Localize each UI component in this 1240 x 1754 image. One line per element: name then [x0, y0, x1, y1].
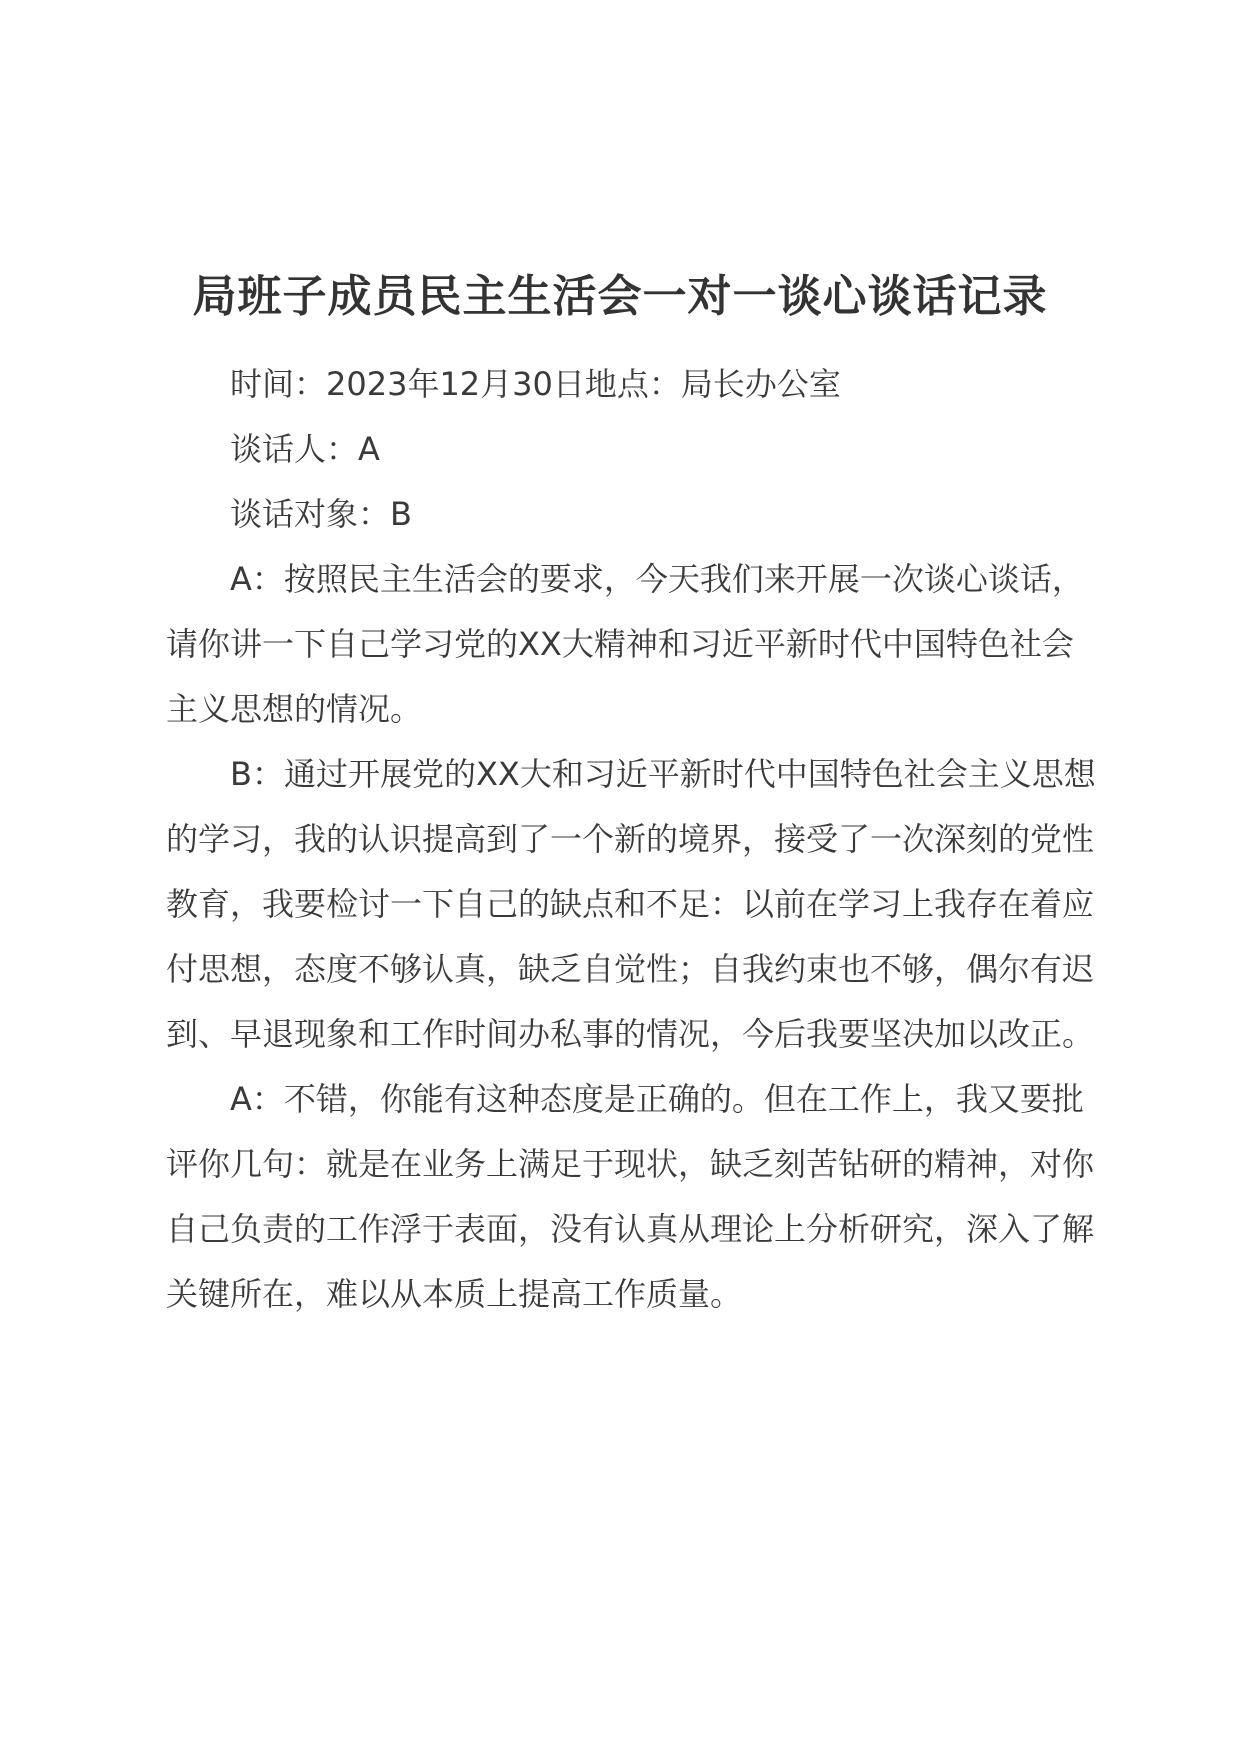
document-body — [166, 352, 1096, 1327]
document-title: 局班子成员民主生活会一对一谈心谈话记录 — [192, 271, 1048, 322]
paragraph-b-1: B：通过开展党的XX大和习近平新时代中国特色社会主义思想的学习，我的认识提高到了一个新的境界，接受了一次深刻的党性教育，我要检讨一下自己的缺点和不足：以前在学习上我存在着应付思想，态度不够认真，缺乏自觉性；自我约束也不够，偶尔有迟到、早退现象和工作时间办私事的情况，今后我要坚决加以改正。 — [166, 755, 1096, 1053]
meta-target: 谈话对象：B — [230, 495, 412, 533]
paragraph-a-1: A：按照民主生活会的要求，今天我们来开展一次谈心谈话，请你讲一下自己学习党的XX大精神和习近平新时代中国特色社会主义思想的情况。 — [166, 560, 1084, 728]
paragraph-a-2: A：不错，你能有这种态度是正确的。但在工作上，我又要批评你几句：就是在业务上满足于现状，缺乏刻苦钻研的精神，对你自己负责的工作浮于表面，没有认真从理论上分析研究，深入了解关键所在，难以从本质上提高工作质量。 — [166, 1080, 1095, 1313]
meta-time-place: 时间：2023年12月30日地点：局长办公室 — [230, 365, 841, 403]
meta-speaker: 谈话人：A — [230, 430, 380, 468]
